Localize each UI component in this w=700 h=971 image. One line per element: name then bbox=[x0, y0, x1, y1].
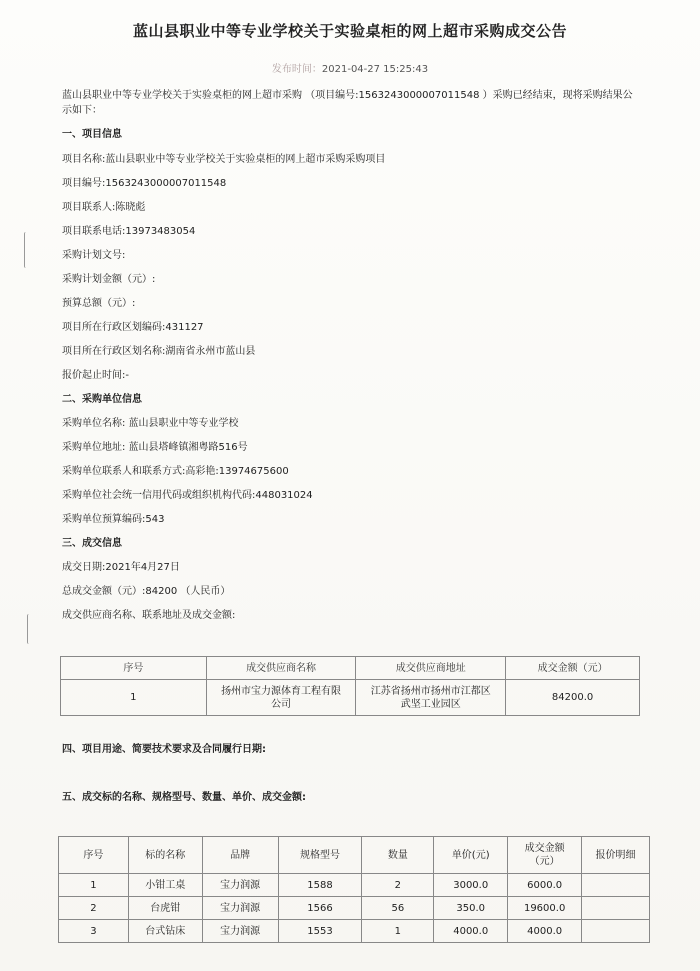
item-name: 台虎钳 bbox=[128, 897, 202, 920]
project-contact: 项目联系人:陈晓彪 bbox=[62, 202, 146, 213]
section-deal-heading: 三、成交信息 bbox=[62, 538, 122, 549]
header-cell: 成交金额（元） bbox=[508, 837, 582, 874]
publish-time-label: 发布时间： bbox=[271, 64, 322, 75]
item-no: 2 bbox=[59, 897, 129, 920]
item-qty: 2 bbox=[362, 874, 434, 897]
item-model: 1566 bbox=[278, 897, 362, 920]
plan-amount: 采购计划金额（元）: bbox=[62, 274, 156, 285]
item-qty: 56 bbox=[362, 897, 434, 920]
section-items-heading: 五、成交标的名称、规格型号、数量、单价、成交金额: bbox=[62, 792, 306, 803]
item-name: 小钳工桌 bbox=[128, 874, 202, 897]
header-cell: 报价明细 bbox=[582, 837, 650, 874]
item-detail bbox=[582, 920, 650, 943]
supplier-table-header bbox=[61, 657, 640, 680]
header-cell: 单价(元) bbox=[434, 837, 508, 874]
budget-total: 预算总额（元）: bbox=[62, 298, 136, 309]
table-row bbox=[59, 897, 650, 920]
project-number: 项目编号:1563243000007011548 bbox=[62, 178, 227, 189]
item-price: 4000.0 bbox=[434, 920, 508, 943]
item-amount: 6000.0 bbox=[508, 874, 582, 897]
supplier-no: 1 bbox=[61, 680, 207, 716]
region-name: 项目所在行政区划名称:湖南省永州市蓝山县 bbox=[62, 346, 256, 357]
intro-paragraph: 蓝山县职业中等专业学校关于实验桌柜的网上超市采购 （项目编号:1563243000007011548 ）采购已经结束，现将采购结果公示如下： bbox=[62, 90, 633, 116]
header-cell: 序号 bbox=[61, 657, 207, 680]
item-detail bbox=[582, 874, 650, 897]
item-model: 1588 bbox=[278, 874, 362, 897]
header-cell: 标的名称 bbox=[128, 837, 202, 874]
supplier-address: 江苏省扬州市扬州市江都区武坚工业园区 bbox=[356, 680, 506, 716]
binder-mark-bottom bbox=[27, 614, 32, 644]
item-no: 3 bbox=[59, 920, 129, 943]
deal-total: 总成交金额（元）:84200 （人民币） bbox=[62, 586, 231, 597]
supplier-intro: 成交供应商名称、联系地址及成交金额: bbox=[62, 610, 236, 621]
items-table-header bbox=[59, 837, 650, 874]
binder-mark-top bbox=[24, 232, 29, 268]
table-row bbox=[59, 874, 650, 897]
item-qty: 1 bbox=[362, 920, 434, 943]
purchaser-name: 采购单位名称: 蓝山县职业中等专业学校 bbox=[62, 418, 239, 429]
header-cell: 规格型号 bbox=[278, 837, 362, 874]
header-cell: 品牌 bbox=[202, 837, 278, 874]
purchaser-credit-code: 采购单位社会统一信用代码或组织机构代码:448031024 bbox=[62, 490, 313, 501]
quote-period: 报价起止时间:- bbox=[62, 370, 129, 381]
table-row bbox=[59, 920, 650, 943]
publish-time bbox=[0, 60, 700, 75]
item-price: 3000.0 bbox=[434, 874, 508, 897]
header-cell: 成交金额（元） bbox=[506, 657, 640, 680]
table-row bbox=[61, 680, 640, 716]
plan-doc-number: 采购计划文号: bbox=[62, 250, 126, 261]
item-brand: 宝力润源 bbox=[202, 897, 278, 920]
item-brand: 宝力润源 bbox=[202, 920, 278, 943]
section-project-info-heading: 一、项目信息 bbox=[62, 129, 122, 140]
region-code: 项目所在行政区划编码:431127 bbox=[62, 322, 204, 333]
item-price: 350.0 bbox=[434, 897, 508, 920]
header-cell: 成交供应商地址 bbox=[356, 657, 506, 680]
project-phone: 项目联系电话:13973483054 bbox=[62, 226, 196, 237]
section-usage-heading: 四、项目用途、简要技术要求及合同履行日期: bbox=[62, 744, 266, 755]
item-brand: 宝力润源 bbox=[202, 874, 278, 897]
header-cell: 序号 bbox=[59, 837, 129, 874]
deal-date: 成交日期:2021年4月27日 bbox=[62, 562, 180, 573]
purchaser-budget-code: 采购单位预算编码:543 bbox=[62, 514, 165, 525]
item-amount: 4000.0 bbox=[508, 920, 582, 943]
item-amount: 19600.0 bbox=[508, 897, 582, 920]
publish-time-value: 2021-04-27 15:25:43 bbox=[321, 64, 429, 75]
supplier-amount: 84200.0 bbox=[506, 680, 640, 716]
header-cell: 数量 bbox=[362, 837, 434, 874]
section-purchaser-heading: 二、采购单位信息 bbox=[62, 394, 142, 405]
item-model: 1553 bbox=[278, 920, 362, 943]
item-detail bbox=[582, 897, 650, 920]
item-name: 台式钻床 bbox=[128, 920, 202, 943]
project-name: 项目名称:蓝山县职业中等专业学校关于实验桌柜的网上超市采购采购项目 bbox=[62, 154, 386, 165]
purchaser-contact: 采购单位联系人和联系方式:高彩艳:13974675600 bbox=[62, 466, 289, 477]
purchaser-address: 采购单位地址: 蓝山县塔峰镇湘粤路516号 bbox=[62, 442, 248, 453]
notice-title: 蓝山县职业中等专业学校关于实验桌柜的网上超市采购成交公告 bbox=[132, 22, 567, 40]
supplier-name: 扬州市宝力源体育工程有限公司 bbox=[206, 680, 356, 716]
header-cell: 成交供应商名称 bbox=[206, 657, 356, 680]
supplier-table bbox=[60, 656, 640, 716]
items-table bbox=[58, 836, 650, 943]
item-no: 1 bbox=[59, 874, 129, 897]
